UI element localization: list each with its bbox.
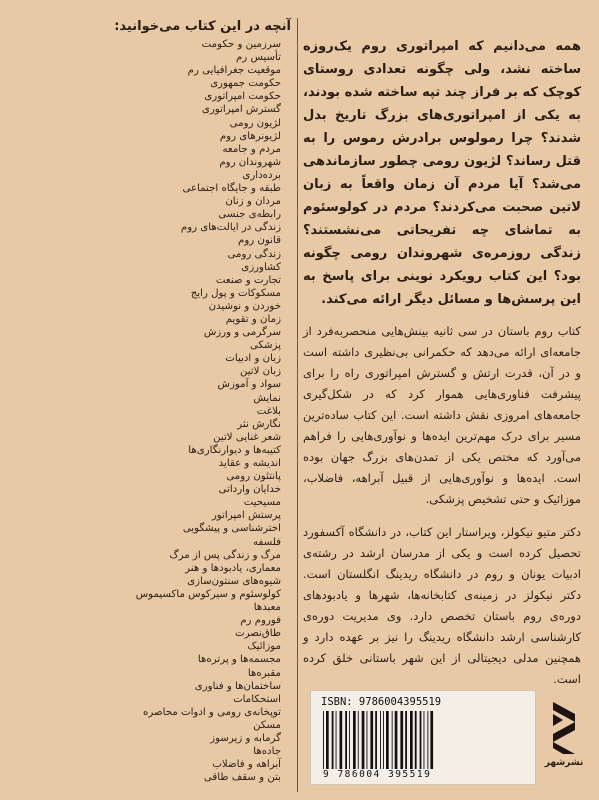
barcode-bar: [383, 711, 384, 769]
barcode-digits: 9 786004 395519: [323, 769, 432, 780]
barcode-bar: [424, 711, 425, 769]
toc-item: معبدها: [253, 602, 281, 614]
toc-item: اخترشناسی و پیشگویی: [182, 523, 281, 535]
barcode-bar: [386, 711, 389, 769]
toc-item: مسیحیت: [243, 497, 281, 509]
toc-item: مجسمه‌ها و پرتره‌ها: [197, 654, 281, 666]
toc-item: سرگرمی و ورزش: [203, 327, 281, 339]
table-of-contents: [16, 18, 291, 784]
toc-item: نمایش: [253, 392, 281, 404]
toc-item: معماری، یادبودها و هنر: [185, 562, 281, 574]
toc-item: لژیونرهای روم: [219, 130, 281, 142]
toc-item: فوروم رم: [240, 615, 281, 627]
toc-item: توپخانه‌ی رومی و ادوات محاصره: [143, 706, 281, 718]
publisher-name: نشر‌شهر: [544, 758, 584, 768]
barcode-bar: [410, 711, 413, 769]
barcode-bar: [380, 711, 381, 769]
toc-item: بلاغت: [256, 405, 281, 417]
description-column: [303, 35, 581, 702]
barcode-bar: [332, 711, 334, 769]
toc-item: پرستش امپراتور: [211, 510, 281, 522]
barcode-bar: [400, 711, 403, 769]
toc-item: پزشکی: [249, 340, 281, 352]
publisher-logo-mark-icon: [547, 700, 581, 756]
toc-item: قانون روم: [238, 235, 281, 247]
toc-item: زبان لاتین: [239, 366, 281, 378]
barcode-bar: [405, 711, 407, 769]
toc-list: [16, 38, 291, 784]
toc-item: موقعیت جغرافیایی رم: [187, 65, 281, 77]
toc-item: مرگ و زندگی پس از مرگ: [169, 549, 281, 561]
barcode-bars: [321, 711, 525, 769]
barcode-bar: [345, 711, 347, 769]
toc-item: بتن و سقف طاقی: [203, 772, 281, 784]
toc-item: گرمابه و زیرسوز: [210, 732, 281, 744]
publisher-logo: [543, 700, 585, 780]
toc-item: اندیشه و عقاید: [218, 458, 281, 469]
editor-bio-paragraph: دکتر متیو نیکولز، ویراستار این کتاب، در دانشگاه آکسفورد تحصیل کرده است و یکی از مدرسان ارشد در رشته‌ی ادبیات یونان و روم در دانشگاه ریدینگ انگلستان است. دکتر نیکولز در زمینه‌ی کتابخانه‌ها، شهرها و یادبودهای دوره‌ی روم باستان تخصص دارد. وی مدیریت دوره‌ی کارشناسی ارشد دانشگاه ریدینگ را نیز بر عهده دارد و همچنین مدلی دیجیتالی از این شهر باستانی خلق کرده است.: [303, 525, 581, 686]
toc-item: تجارت و صنعت: [215, 274, 281, 286]
toc-item: شعر غنایی لاتین: [213, 431, 281, 443]
toc-item: زندگی رومی: [227, 248, 281, 260]
book-summary-paragraph: کتاب روم باستان در سی ثانیه بینش‌هایی منحصربه‌فرد از جامعه‌ای ارائه می‌دهد که حکمرانی بی‌نظیری داشته است و در آن، قدرت ارتش و گسترش امپراتوری راه را برای پیشرفت فناوری‌هایی هموار کرد که در شکل‌گیری جامعه‌های امروزی نقش داشته است. این کتاب ساده‌ترین مسیر برای درک مهم‌ترین ایده‌ها و نوآوری‌هایی را فراهم می‌آورد که مختص یکی از تمدن‌های بزرگ جهان بوده است. ایده‌ها و نوآوری‌هایی از قبیل آبراهه، فاضلاب، موزائیک و حتی تشخیص پزشکی.: [303, 324, 581, 506]
toc-item: سواد و آموزش: [217, 379, 281, 391]
isbn-label: ISBN: 9786004395519: [321, 696, 442, 708]
toc-item: کتیبه‌ها و دیوارنگاری‌ها: [188, 444, 281, 456]
toc-item: رابطه‌ی جنسی: [218, 209, 281, 221]
toc-item: خدایان وارداتی: [218, 484, 281, 496]
barcode-bar: [353, 711, 356, 769]
barcode-bar: [420, 711, 422, 769]
barcode-bar: [358, 711, 359, 769]
barcode-bar: [370, 711, 373, 769]
toc-item: نگارش نثر: [237, 418, 281, 430]
toc-item: آبراهه و فاضلاب: [212, 759, 281, 771]
toc-item: مسکوکات و پول رایج: [190, 287, 281, 299]
toc-item: کشاورزی: [241, 261, 281, 273]
toc-item: تأسیس رم: [235, 52, 281, 64]
toc-item: زمان و تقویم: [225, 313, 281, 325]
barcode-bar: [415, 711, 417, 769]
toc-item: حکومت امپراتوری: [204, 91, 281, 103]
toc-item: لژیون رومی: [229, 117, 281, 129]
toc-item: مردم و جامعه: [222, 143, 281, 155]
barcode-bar: [427, 711, 428, 769]
toc-item: زندگی در ایالت‌های روم: [180, 222, 281, 234]
toc-item: طاق‌نصرت: [235, 628, 281, 640]
barcode-bar: [323, 711, 324, 769]
barcode-bar: [392, 711, 393, 769]
barcode-bar: [395, 711, 398, 769]
intro-paragraph: همه می‌دانیم که امپراتوری روم یک‌روزه ساخته نشد، ولی چگونه تعدادی روستای کوچک که بر فراز چند تپه ساخته شده بودند، به یکی از امپراتوری‌های بزرگ تاریخ بدل شدند؟ چرا رمولوس برادرش رموس را به قتل رساند؟ لژیون رومی چطور سازماندهی می‌شد؟ آیا مردم آن زمان واقعاً به زبان لاتین صحبت می‌کردند؟ مردم در کولوسئوم به تماشای چه تفریحاتی می‌نشستند؟ زندگی روزمره‌ی شهروندان رومی چگونه بود؟ این کتاب رویکرد نوینی برای پاسخ به این پرسش‌ها و مسائل دیگر ارائه می‌کند.: [303, 39, 581, 307]
column-divider: [297, 18, 298, 792]
toc-item: برده‌داری: [242, 169, 281, 181]
barcode-bar: [367, 711, 368, 769]
barcode-bar: [430, 711, 433, 769]
toc-item: مقبره‌ها: [247, 667, 281, 679]
isbn-barcode: [310, 690, 536, 785]
toc-item: موزائیک: [247, 641, 281, 653]
barcode-bar: [336, 711, 337, 769]
toc-item: مردان و زنان: [225, 196, 281, 208]
toc-item: سرزمین و حکومت: [201, 39, 281, 50]
toc-item: شهروندان روم: [219, 156, 281, 168]
toc-item: پانتئون رومی: [226, 471, 281, 483]
toc-item: کولوسئوم و سیرکوس ماکسیموس: [135, 588, 281, 600]
toc-item: مسکن: [253, 719, 281, 731]
toc-item: زبان و ادبیات: [225, 353, 281, 365]
toc-item: طبقه و جایگاه اجتماعی: [182, 183, 281, 195]
toc-item: جاده‌ها: [253, 746, 281, 758]
toc-item: گسترش امپراتوری: [201, 104, 281, 116]
barcode-bar: [340, 711, 343, 769]
toc-title: آنچه در این کتاب می‌خوانید:: [114, 19, 291, 34]
barcode-bar: [362, 711, 365, 769]
barcode-bar: [326, 711, 329, 769]
toc-item: حکومت جمهوری: [210, 78, 281, 90]
barcode-bar: [349, 711, 350, 769]
toc-item: فلسفه: [253, 536, 281, 548]
toc-item: استحکامات: [233, 693, 281, 705]
barcode-bar: [375, 711, 377, 769]
toc-item: ساختمان‌ها و فناوری: [194, 680, 281, 692]
toc-item: خوردن و نوشیدن: [208, 300, 281, 312]
toc-item: شیوه‌های سنتون‌سازی: [187, 575, 281, 587]
